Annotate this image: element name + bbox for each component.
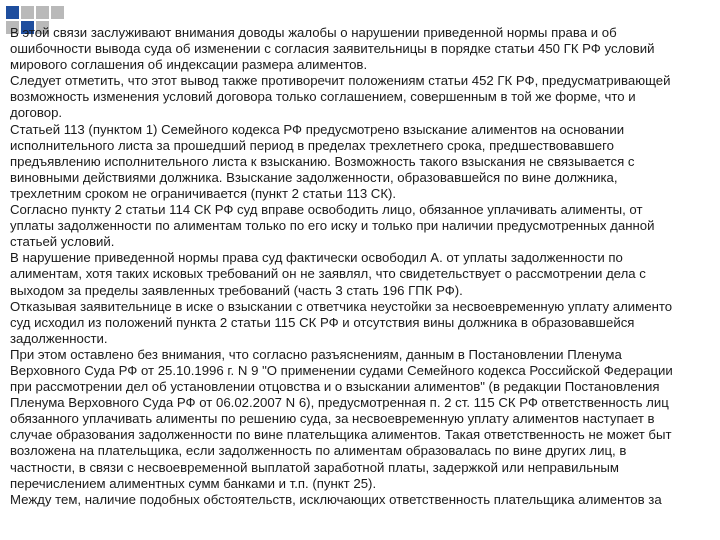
text-line: Отказывая заявительнице в иске о взыскании с ответчика неустойки за несвоевременную уплату алименто [10, 298, 673, 314]
text-line: уплаты задолженности по алиментам только по его иску и только при наличии предусмотренных данной [10, 218, 655, 234]
text-line: В нарушение приведенной нормы права суд фактически освободил А. от уплаты задолженности по [10, 250, 623, 266]
text-line: исполнительного листа за прошедший период в пределах трехлетнего срока, предшествовавшего [10, 137, 615, 153]
text-line: виновными действиями должника. Взыскание задолженности, образовавшейся по вине должника, [10, 169, 618, 185]
document-body [10, 25, 720, 508]
paragraph [10, 25, 720, 73]
grey-square [21, 6, 34, 19]
text-line: при рассмотрении дел об установлении отцовства и о взыскании алиментов" (в редакции Постановления [10, 379, 660, 395]
text-line: обязанного уплачивать алименты по решению суда, за несвоевременную уплату алиментов наступает в [10, 411, 655, 427]
text-line: договор. [10, 105, 63, 121]
text-line: перечислением алиментных сумм банками и т.п. (пункт 25). [10, 475, 377, 491]
text-line: ошибочности вывода суда об изменении с согласия заявительницы в порядке статьи 450 ГК РФ условий [10, 41, 655, 57]
text-line: мирового соглашения об индексации размера алиментов. [10, 57, 368, 73]
text-line: При этом оставлено без внимания, что согласно разъяснениям, данным в Постановлении Пленума [10, 346, 622, 362]
text-line: частности, в связи с несвоевременной выплатой заработной платы, задержкой или неправильным [10, 459, 619, 475]
paragraph [10, 73, 720, 121]
text-line: Верховного Суда РФ от 25.10.1996 г. N 9 "О применении судами Семейного кодекса Российской Федерации [10, 362, 673, 378]
grey-square [36, 6, 49, 19]
paragraph [10, 347, 720, 492]
paragraph [10, 492, 720, 508]
text-line: предъявлению исполнительного листа к взысканию. Возможность такого взыскания не связывается с [10, 153, 635, 169]
text-line: В этой связи заслуживают внимания доводы жалобы о нарушении приведенной нормы права и об [10, 25, 617, 40]
text-line: Согласно пункту 2 статьи 114 СК РФ суд вправе освободить лицо, обязанное уплачивать алименты, от [10, 202, 643, 218]
paragraph [10, 202, 720, 250]
text-line: трехлетним сроком не ограничивается (пункт 2 статьи 113 СК). [10, 185, 397, 201]
grey-square [51, 6, 64, 19]
text-line: Следует отметить, что этот вывод также противоречит положениям статьи 452 ГК РФ, предусматривающей [10, 73, 671, 89]
blue-square [6, 6, 19, 19]
text-line: алиментам, хотя таких исковых требований он не заявлял, что свидетельствует о рассмотрении дела с [10, 266, 646, 282]
paragraph [10, 122, 720, 202]
text-line: случае образования задолженности по вине плательщика алиментов. Такая ответственность не может быт [10, 427, 672, 443]
paragraph [10, 250, 720, 298]
paragraph [10, 299, 720, 347]
text-line: задолженности. [10, 330, 108, 346]
text-line: возможность изменения условий договора только соглашением, совершенным в той же форме, что и [10, 89, 636, 105]
text-line: статьей условий. [10, 234, 115, 250]
text-line: Между тем, наличие подобных обстоятельств, исключающих ответственность плательщика алиментов за [10, 491, 662, 507]
text-line: возложена на плательщика, если задолженность по алиментам образовалась по вине других лиц, в [10, 443, 627, 459]
text-line: Статьей 113 (пунктом 1) Семейного кодекса РФ предусмотрено взыскание алиментов на основании [10, 121, 625, 137]
text-line: выходом за пределы заявленных требований (часть 3 стать 196 ГПК РФ). [10, 282, 463, 298]
text-line: суд исходил из положений пункта 2 статьи 115 СК РФ и отсутствия вины должника в образовавшейся [10, 314, 635, 330]
text-line: Пленума Верховного Суда РФ от 06.02.2007 N 6), предусмотренная п. 2 ст. 115 СК РФ ответственность лиц [10, 395, 669, 411]
